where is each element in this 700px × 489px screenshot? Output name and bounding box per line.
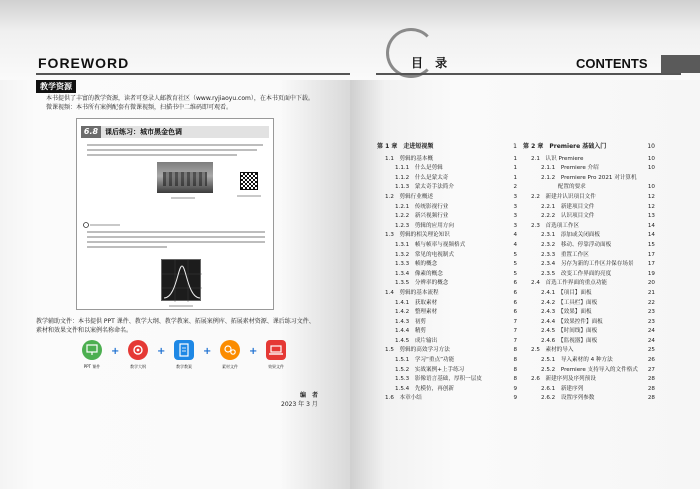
- toc-entry-page: 7: [513, 337, 517, 344]
- toc-entry-label: 1.4.1 获取素材: [395, 299, 438, 306]
- toc-entry-label: 2.3.2 移动、停靠浮动面板: [541, 241, 612, 248]
- toc-entry-page: 7: [513, 318, 517, 325]
- toc-entry: [377, 155, 517, 165]
- toc-entry-label: 2.3.5 改变工作界面的亮度: [541, 270, 612, 277]
- toc-entry-label: 1.5.3 影像语言基础，厚积一层皮: [395, 376, 482, 383]
- toc-entry-label: 1.3.4 像素的概念: [395, 270, 443, 277]
- toc-entry: [523, 222, 655, 232]
- support-line-1: 教学辅助文件：本书提供 PPT 课件、教学大纲、教学教案、拓展案例库、拓展素材资源、课后练习文件、: [36, 318, 315, 325]
- toc-entry: [523, 337, 655, 347]
- toc-entry: [377, 241, 517, 251]
- resource-syllabus: [118, 340, 158, 370]
- toc-entry-page: 3: [513, 203, 517, 210]
- toc-entry: [377, 375, 517, 385]
- toc-entry-page: 5: [513, 270, 517, 277]
- contents-title-en: CONTENTS: [576, 56, 648, 71]
- toc-column-1: [377, 142, 517, 404]
- resource-label: 效果文件: [268, 364, 284, 369]
- toc-entry-page: 7: [513, 328, 517, 335]
- toc-entry: [377, 203, 517, 213]
- toc-entry-label: 第 1 章 走进短视频: [377, 143, 434, 150]
- toc-entry: [377, 356, 517, 366]
- toc-entry-page: 5: [513, 251, 517, 258]
- toc-entry-page: 27: [647, 366, 655, 373]
- toc-entry-label: 配置的要求: [541, 184, 586, 191]
- preface-date: 2023 年 3 月: [281, 401, 318, 408]
- toc-entry: [377, 164, 517, 174]
- gear-doc-icon: [128, 340, 148, 360]
- toc-entry: [377, 260, 517, 270]
- intro-line-2: 微课视频：本书所有案例配套有微课视频，扫描书中二维码即可观看。: [46, 104, 233, 111]
- contents-title-cn: 目 录: [411, 56, 452, 70]
- qr-caption: [237, 195, 261, 197]
- toc-entry-page: 1: [513, 174, 517, 181]
- toc-entry-page: 8: [513, 357, 517, 364]
- toc-entry-label: 1.5 剪辑的高效学习方法: [385, 347, 450, 354]
- toc-entry: [377, 327, 517, 337]
- toc-entry-label: 2.2.2 认识项目文件: [541, 213, 595, 220]
- toc-entry-label: 2.4.1 【项目】面板: [541, 289, 592, 296]
- toc-entry-page: 14: [647, 222, 655, 229]
- figure-caption: [171, 197, 195, 199]
- toc-entry-label: 1.1.3 蒙太奇手法简介: [395, 184, 454, 191]
- toc-entry-label: 1.1.1 什么是剪辑: [395, 165, 443, 172]
- toc-entry-page: 6: [513, 309, 517, 316]
- toc-entry-page: 14: [647, 232, 655, 239]
- toc-entry: [523, 174, 655, 184]
- resource-label: PPT 课件: [83, 364, 101, 369]
- toc-entry-page: 26: [647, 357, 655, 364]
- toc-entry: [377, 222, 517, 232]
- resource-ppt: [72, 340, 112, 370]
- toc-entry: [523, 375, 655, 385]
- toc-entry-page: 6: [513, 289, 517, 296]
- toc-entry: [377, 318, 517, 328]
- toc-entry-label: 2.6.2 设置序列参数: [541, 395, 595, 402]
- sample-text-line: [87, 154, 237, 156]
- toc-entry: [377, 270, 517, 280]
- sample-number: 6.8: [81, 126, 101, 138]
- page-title: FOREWORD: [38, 55, 130, 71]
- toc-entry-page: 3: [513, 213, 517, 220]
- toc-entry-page: 13: [647, 213, 655, 220]
- toc-entry-page: 6: [513, 280, 517, 287]
- toc-entry-label: 1.3.1 帧与帧率与视频格式: [395, 241, 466, 248]
- toc-entry-label: 1.5.4 先模仿，再创新: [395, 385, 454, 392]
- toc-entry: [523, 366, 655, 376]
- toc-entry: [377, 337, 517, 347]
- toc-entry-label: 2.5.1 导入素材的 4 种方法: [541, 357, 613, 364]
- document-icon: [174, 340, 194, 360]
- toc-entry-page: 8: [513, 347, 517, 354]
- toc-entry: [523, 279, 655, 289]
- section-tag: 教学资源: [36, 80, 76, 93]
- header-rule: [36, 73, 350, 75]
- toc-entry-page: 10: [647, 155, 655, 162]
- header-rule: [376, 73, 681, 75]
- toc-entry: [523, 289, 655, 299]
- toc-entry-label: 2.1.1 Premiere 介绍: [541, 165, 599, 172]
- toc-entry-page: 23: [647, 309, 655, 316]
- plus-icon: +: [111, 346, 120, 357]
- toc-entry-page: 28: [647, 385, 655, 392]
- toc-entry: [523, 270, 655, 280]
- toc-entry: [523, 212, 655, 222]
- toc-entry: [523, 203, 655, 213]
- toc-entry-label: 2.6.1 新建序列: [541, 385, 584, 392]
- figure-caption: [169, 305, 193, 307]
- toc-entry: [377, 193, 517, 203]
- toc-entry-page: 10: [647, 184, 655, 191]
- toc-entry: [523, 308, 655, 318]
- sample-text-line: [87, 241, 265, 243]
- toc-entry: [377, 394, 517, 404]
- sample-page-image: [76, 118, 274, 310]
- sample-text-line: [87, 236, 265, 238]
- toc-entry: [523, 251, 655, 261]
- toc-entry-label: 2.4.2 【工具栏】面板: [541, 299, 598, 306]
- toc-entry-page: 9: [513, 395, 517, 402]
- intro-line-1: 本书提供了丰富的教学资源，读者可登录人邮教育社区（www.ryjiaoyu.com），在本书页面中下载。: [46, 95, 314, 102]
- toc-entry-label: 2.3.4 另存为新的工作区并保存场景: [541, 261, 634, 268]
- presentation-icon: [82, 340, 102, 360]
- toc-entry-label: 1.5.2 实战案例+上手练习: [395, 366, 465, 373]
- toc-entry-label: 1.1.2 什么是蒙太奇: [395, 174, 449, 181]
- qr-code: [240, 172, 258, 190]
- toc-entry: [523, 327, 655, 337]
- toc-entry-page: 3: [513, 193, 517, 200]
- toc-entry-page: 28: [647, 376, 655, 383]
- toc-entry: [377, 183, 517, 193]
- toc-entry: [377, 142, 517, 152]
- toc-entry-page: 10: [647, 165, 655, 172]
- toc-entry-page: 21: [647, 289, 655, 296]
- sample-text-line: [87, 144, 263, 146]
- resource-materials: [210, 340, 250, 370]
- tip-icon: [83, 222, 123, 228]
- toc-entry-label: 1.3.5 分辨率的概念: [395, 280, 449, 287]
- header-block: [661, 55, 700, 73]
- toc-entry-page: 17: [647, 261, 655, 268]
- toc-entry-label: 2.6 新建序列及序列预设: [531, 376, 596, 383]
- resource-label: 教学大纲: [130, 364, 146, 369]
- toc-entry: [523, 260, 655, 270]
- toc-entry: [523, 241, 655, 251]
- editor-signature: 编 者: [300, 392, 319, 399]
- toc-entry-page: 25: [647, 347, 655, 354]
- sample-title: 课后练习：城市黑金色调: [105, 128, 182, 136]
- toc-entry-page: 15: [647, 241, 655, 248]
- toc-entry-page: 28: [647, 395, 655, 402]
- toc-entry-label: 2.4 首选工作界面的重点功能: [531, 280, 608, 287]
- toc-entry-label: 1.4.3 初剪: [395, 318, 427, 325]
- sample-text-line: [87, 149, 257, 151]
- toc-entry-page: 12: [647, 193, 655, 200]
- toc-entry-label: 2.4.5 【时间线】面板: [541, 328, 598, 335]
- toc-entry-label: 2.4.6 【监视器】面板: [541, 337, 598, 344]
- toc-entry-page: 1: [513, 143, 517, 150]
- toc-entry: [377, 366, 517, 376]
- toc-entry-label: 1.4 剪辑的基本流程: [385, 289, 439, 296]
- toc-entry-page: 17: [647, 251, 655, 258]
- toc-entry: [377, 174, 517, 184]
- city-photo: [157, 162, 213, 193]
- toc-entry-page: 20: [647, 280, 655, 287]
- toc-entry-page: 19: [647, 270, 655, 277]
- toc-column-2: [523, 142, 655, 404]
- toc-entry: [523, 142, 655, 152]
- toc-entry-label: 1.4.4 精剪: [395, 328, 427, 335]
- toc-entry-page: 3: [513, 222, 517, 229]
- toc-entry-page: 1: [513, 155, 517, 162]
- toc-entry-page: 10: [647, 143, 655, 150]
- toc-entry: [377, 289, 517, 299]
- toc-entry-label: 2.2.1 新建项目文件: [541, 203, 595, 210]
- resource-label: 素材文件: [222, 364, 238, 369]
- toc-entry-label: 2.1 认识 Premiere: [531, 155, 584, 162]
- sample-text-line: [87, 246, 167, 248]
- toc-entry-page: 24: [647, 337, 655, 344]
- toc-entry-label: 1.1 剪辑的基本概: [385, 155, 434, 162]
- sample-text-line: [87, 231, 265, 233]
- curve-preview: [161, 259, 201, 301]
- toc-entry-label: 2.4.3 【效果】面板: [541, 309, 592, 316]
- toc-entry-label: 2.1.2 Premiere Pro 2021 对计算机: [541, 174, 637, 181]
- toc-entry: [523, 346, 655, 356]
- toc-entry-label: 2.3 首选项工作区: [531, 222, 580, 229]
- toc-entry-page: 2: [513, 184, 517, 191]
- resource-icons: [72, 340, 302, 380]
- toc-entry-label: 1.2.3 剪辑的应用方向: [395, 222, 454, 229]
- toc-entry-page: 23: [647, 318, 655, 325]
- toc-entry-label: 1.4.5 成片输出: [395, 337, 438, 344]
- toc-entry-label: 1.4.2 整理素材: [395, 309, 438, 316]
- toc-entry-label: 1.3 剪辑的相关理论知识: [385, 232, 450, 239]
- support-line-2: 素材和效果文件和以案例名称命名。: [36, 327, 133, 334]
- resource-label: 教学教案: [176, 364, 192, 369]
- toc-entry-page: 22: [647, 299, 655, 306]
- toc-entry-page: 9: [513, 385, 517, 392]
- toc-entry-label: 1.3.3 帧的概念: [395, 261, 438, 268]
- toc-entry: [377, 346, 517, 356]
- laptop-icon: [266, 340, 286, 360]
- toc-entry-page: 8: [513, 366, 517, 373]
- toc-entry-page: 8: [513, 376, 517, 383]
- toc-entry: [523, 164, 655, 174]
- toc-entry-label: 1.2.1 传统影视行业: [395, 203, 449, 210]
- toc-entry: [377, 279, 517, 289]
- sample-header: [81, 126, 269, 138]
- toc-entry: [377, 212, 517, 222]
- toc-entry: [523, 299, 655, 309]
- toc-entry-label: 2.5 素材的导入: [531, 347, 574, 354]
- toc-entry-label: 1.5.1 学习“重点”功能: [395, 357, 455, 364]
- toc-entry-label: 1.6 本章小结: [385, 395, 422, 402]
- toc-entry-label: 第 2 章 Premiere 基础入门: [523, 143, 607, 150]
- toc-entry: [523, 385, 655, 395]
- toc-entry: [523, 318, 655, 328]
- plus-icon: +: [203, 346, 212, 357]
- toc-entry-page: 1: [513, 165, 517, 172]
- toc-entry: [523, 155, 655, 165]
- toc-entry: [523, 183, 655, 193]
- toc-entry-page: 4: [513, 232, 517, 239]
- toc-entry: [377, 385, 517, 395]
- toc-entry-label: 2.5.2 Premiere 支持导入的文件格式: [541, 366, 638, 373]
- toc-entry-label: 1.2 剪辑行业概述: [385, 193, 434, 200]
- toc-entry: [377, 308, 517, 318]
- toc-entry-page: 4: [513, 241, 517, 248]
- toc-entry-label: 1.2.2 新兴视频行业: [395, 213, 449, 220]
- toc-entry-label: 2.2 新建并认识项目文件: [531, 193, 596, 200]
- toc-entry: [523, 356, 655, 366]
- toc-entry: [377, 231, 517, 241]
- toc-entry: [377, 299, 517, 309]
- resource-lesson-plan: [164, 340, 204, 370]
- toc-entry: [377, 251, 517, 261]
- toc-entry-page: 5: [513, 261, 517, 268]
- toc-entry: [523, 193, 655, 203]
- contents-page: [350, 0, 700, 489]
- toc-entry-label: 1.3.2 常见的电视制式: [395, 251, 454, 258]
- toc-entry: [523, 394, 655, 404]
- toc-entry-label: 2.3.1 添加或关闭面板: [541, 232, 600, 239]
- toc-entry-label: 2.4.4 【效果控件】面板: [541, 318, 603, 325]
- gears-icon: [220, 340, 240, 360]
- toc-entry-page: 6: [513, 299, 517, 306]
- toc-entry-page: 12: [647, 203, 655, 210]
- toc-entry-page: 24: [647, 328, 655, 335]
- toc-entry: [523, 231, 655, 241]
- plus-icon: +: [249, 346, 258, 357]
- toc-entry-label: 2.3.3 重置工作区: [541, 251, 589, 258]
- resource-effects: [256, 340, 296, 370]
- plus-icon: +: [157, 346, 166, 357]
